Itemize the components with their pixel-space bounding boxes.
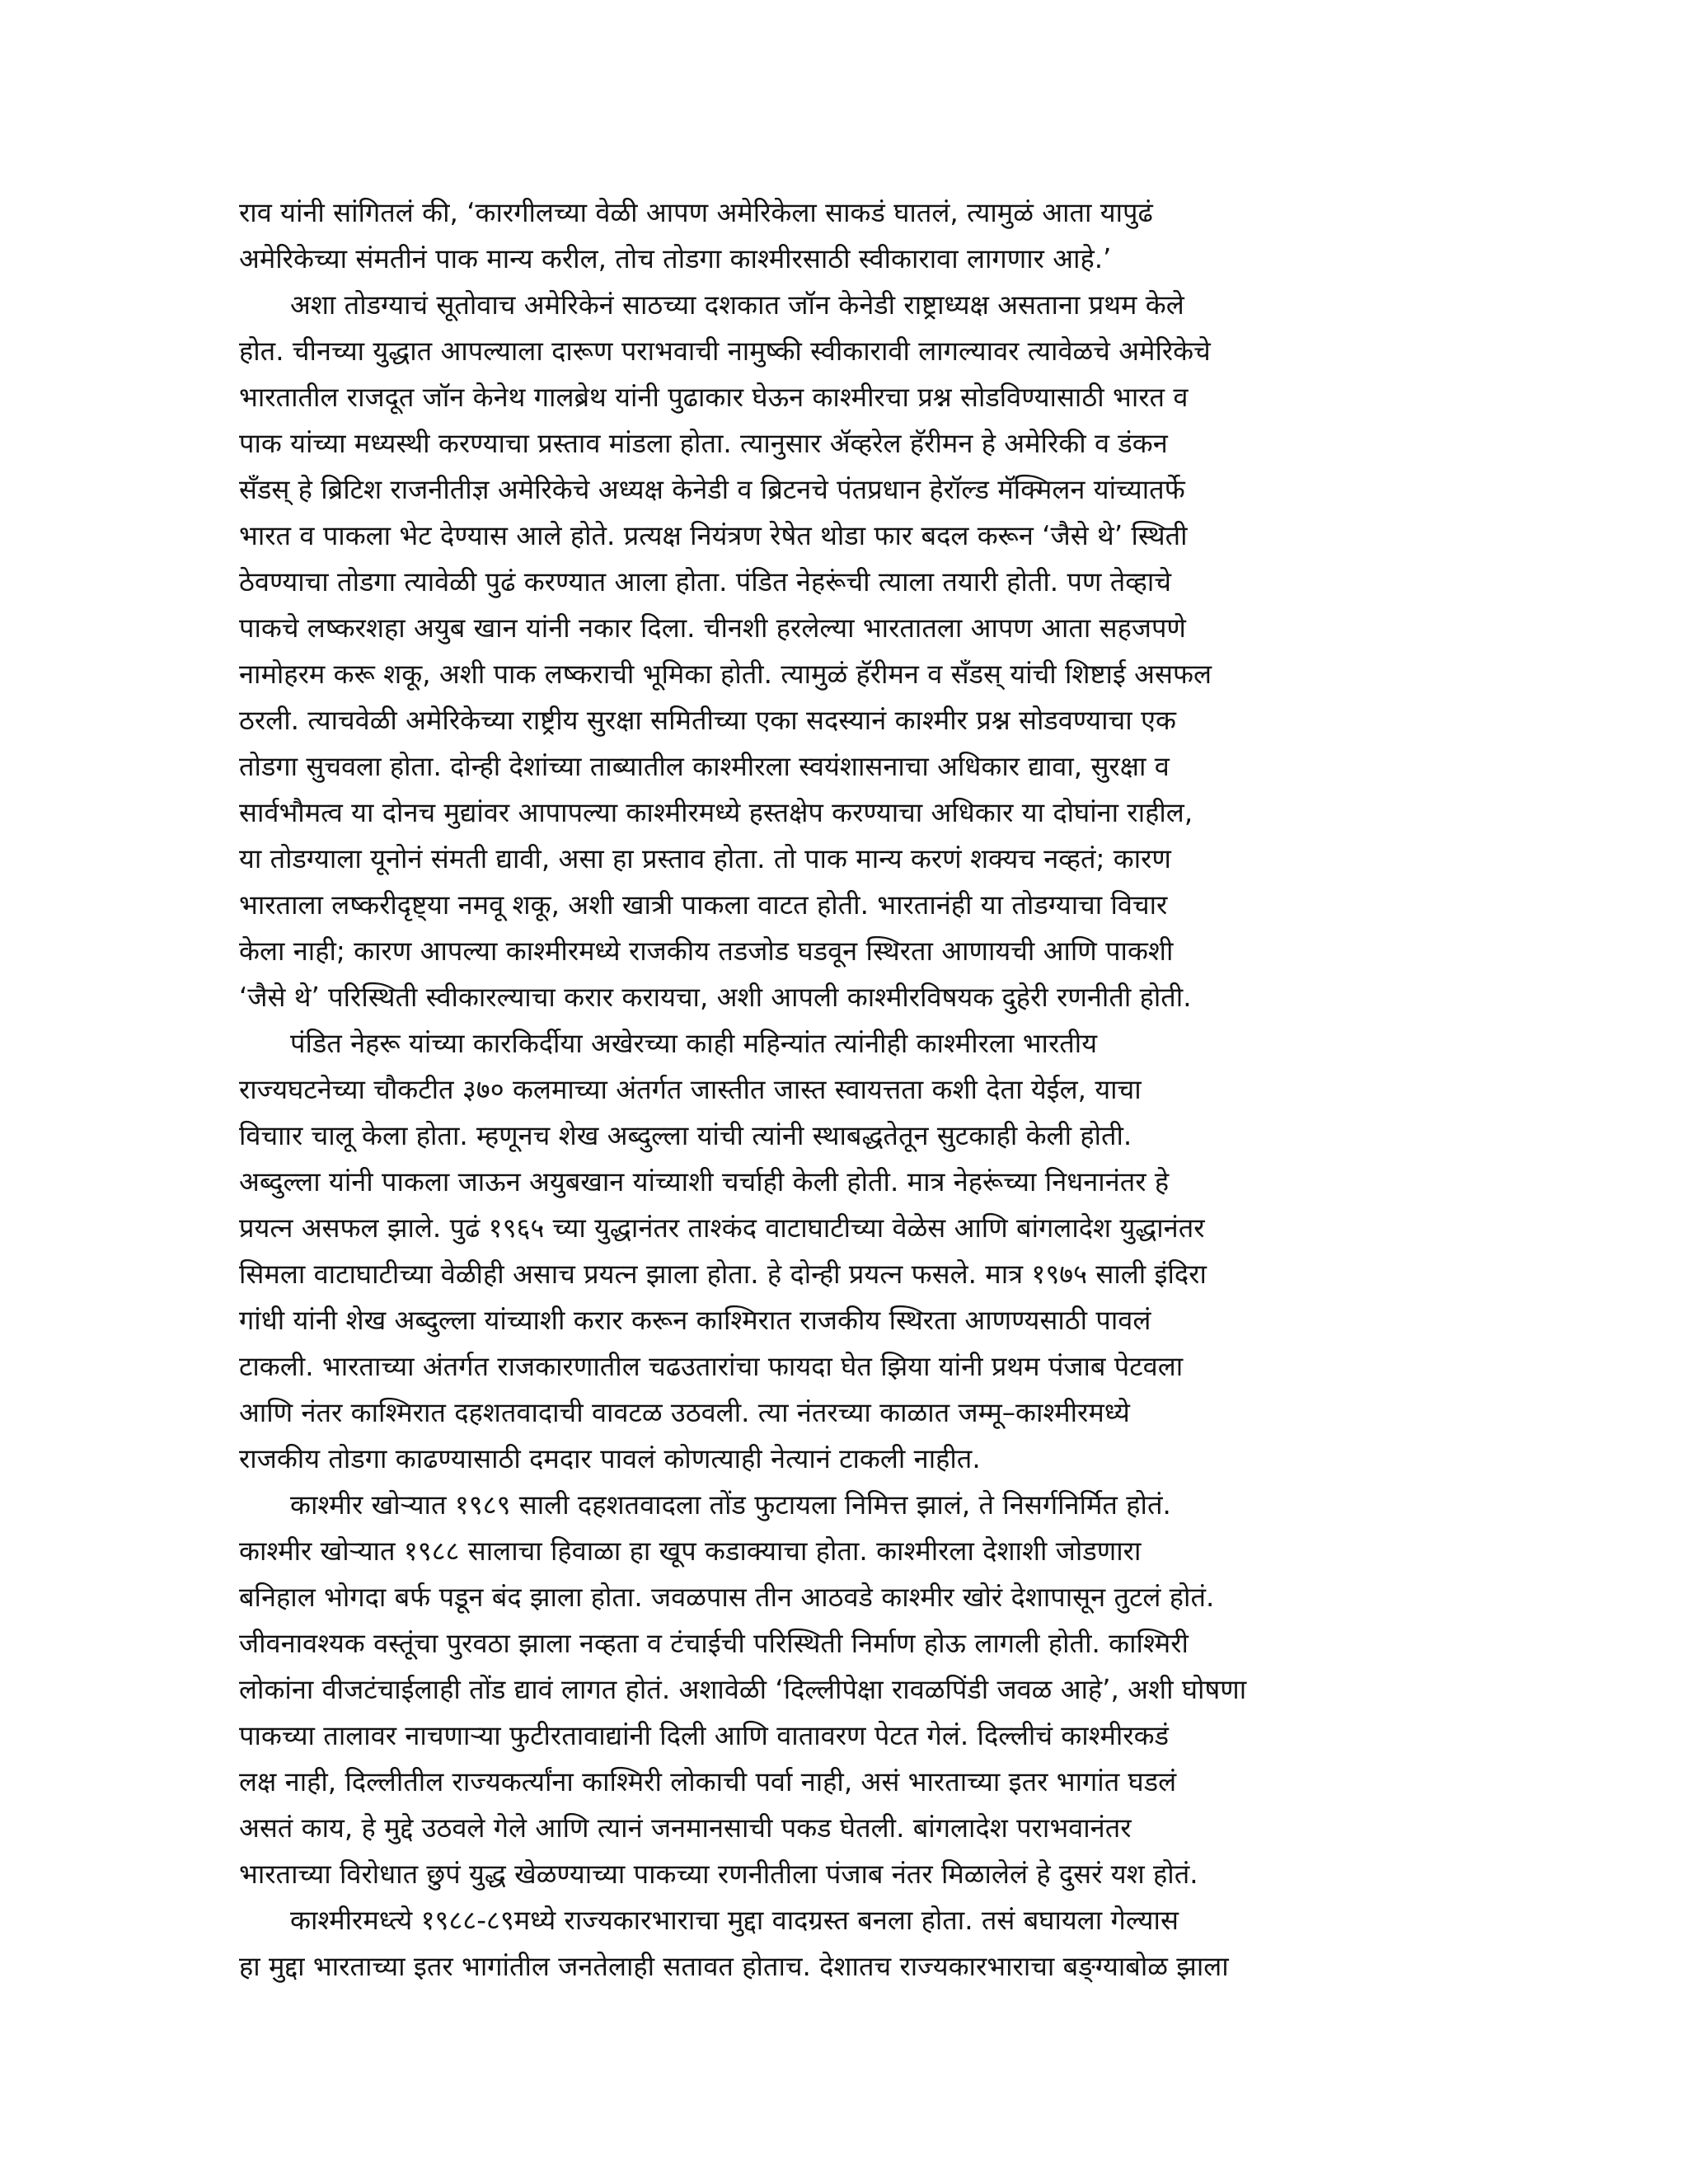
text-line: सँडस् हे ब्रिटिश राजनीतीज्ञ अमेरिकेचे अध्यक्ष केनेडी व ब्रिटनचे पंतप्रधान हेरॉल्ड मॅक्मिलन यांच्यातर्फे <box>239 474 1185 505</box>
text-line: सार्वभौमत्व या दोनच मुद्यांवर आपापल्या काश्मीरमध्ये हस्तक्षेप करण्याचा अधिकार या दोघांना राहील, <box>239 797 1193 828</box>
paragraph-1 <box>239 190 1419 282</box>
text-line: असतं काय, हे मुद्दे उठवले गेले आणि त्यानं जनमानसाची पकड घेतली. बांगलादेश पराभवानंतर <box>239 1812 1132 1844</box>
text-line: काश्मीर खोऱ्यात १९८८ सालाचा हिवाळा हा खूप कडाक्याचा होता. काश्मीरला देशाशी जोडणारा <box>239 1535 1142 1567</box>
paragraph-3 <box>239 1020 1419 1482</box>
text-line: राजकीय तोडगा काढण्यासाठी दमदार पावलं कोणत्याही नेत्यानं टाकली नाहीत. <box>239 1443 981 1474</box>
text-line: हा मुद्दा भारताच्या इतर भागांतील जनतेलाही सतावत होताच. देशातच राज्यकारभाराचा बङ्ग्याबोळ झाला <box>239 1951 1229 1982</box>
text-line: ठरली. त्याचवेळी अमेरिकेच्या राष्ट्रीय सुरक्षा समितीच्या एका सदस्यानं काश्मीर प्रश्न सोडवण्याचा एक <box>239 705 1176 736</box>
text-line: आणि नंतर काश्मिरात दहशतवादाची वावटळ उठवली. त्या नंतरच्या काळात जम्मू–काश्मीरमध्ये <box>239 1397 1130 1428</box>
paragraph-2 <box>239 282 1419 1020</box>
text-line: सिमला वाटाघाटीच्या वेळीही असाच प्रयत्न झाला होता. हे दोन्ही प्रयत्न फसले. मात्र १९७५ साली इंदिरा <box>239 1258 1207 1290</box>
text-line: या तोडग्याला यूनोनं संमती द्यावी, असा हा प्रस्ताव होता. तो पाक मान्य करणं शक्यच नव्हतं; कारण <box>239 843 1171 874</box>
text-line: तोडगा सुचवला होता. दोन्ही देशांच्या ताब्यातील काश्मीरला स्वयंशासनाचा अधिकार द्यावा, सुरक्षा व <box>239 751 1170 782</box>
text-line: अशा तोडग्याचं सूतोवाच अमेरिकेनं साठच्या दशकात जॉन केनेडी राष्ट्राध्यक्ष असताना प्रथम केले <box>290 289 1184 321</box>
text-line: भारताला लष्करीदृष्ट्या नमवू शकू, अशी खात्री पाकला वाटत होती. भारतानंही या तोडग्याचा विचार <box>239 889 1168 921</box>
text-line: ‘जैसे थे’ परिस्थिती स्वीकारल्याचा करार करायचा, अशी आपली काश्मीरविषयक दुहेरी रणनीती होती. <box>239 982 1192 1013</box>
text-line: अब्दुल्ला यांनी पाकला जाऊन अयुबखान यांच्याशी चर्चाही केली होती. मात्र नेहरूंच्या निधनानंतर हे <box>239 1166 1170 1197</box>
text-line: पाकचे लष्करशहा अयुब खान यांनी नकार दिला. चीनशी हरलेल्या भारतातला आपण आता सहजपणे <box>239 612 1186 644</box>
text-line: बनिहाल भोगदा बर्फ पडून बंद झाला होता. जवळपास तीन आठवडे काश्मीर खोरं देशापासून तुटलं होतं. <box>239 1582 1215 1613</box>
text-line: गांधी यांनी शेख अब्दुल्ला यांच्याशी करार करून काश्मिरात राजकीय स्थिरता आणण्यसाठी पावलं <box>239 1305 1151 1336</box>
text-line: भारताच्या विरोधात छुपं युद्ध खेळण्याच्या पाकच्या रणनीतीला पंजाब नंतर मिळालेलं हे दुसरं यश होतं. <box>239 1858 1198 1890</box>
text-line: काश्मीरमध्त्ये १९८८-८९मध्ये राज्यकारभाराचा मुद्दा वादग्रस्त बनला होता. तसं बघायला गेल्यास <box>290 1905 1179 1936</box>
text-line: राज्यघटनेच्या चौकटीत ३७० कलमाच्या अंतर्गत जास्तीत जास्त स्वायत्तता कशी देता येईल, याचा <box>239 1074 1142 1105</box>
text-line: ठेवण्याचा तोडगा त्यावेळी पुढं करण्यात आला होता. पंडित नेहरूंची त्याला तयारी होती. पण तेव्हाचे <box>239 566 1171 598</box>
text-line: भारत व पाकला भेट देण्यास आले होते. प्रत्यक्ष नियंत्रण रेषेत थोडा फार बदल करून ‘जैसे थे’ स्थिती <box>239 520 1188 551</box>
text-line: पंडित नेहरू यांच्या कारकिर्दीया अखेरच्या काही महिन्यांत त्यांनीही काश्मीरला भारतीय <box>290 1028 1098 1059</box>
book-page <box>239 190 1419 1990</box>
text-line: लोकांना वीजटंचाईलाही तोंड द्यावं लागत होतं. अशावेळी ‘दिल्लीपेक्षा रावळपिंडी जवळ आहे’, अशी घोषणा <box>239 1674 1247 1705</box>
text-line: भारतातील राजदूत जॉन केनेथ गालब्रेथ यांनी पुढाकार घेऊन काश्मीरचा प्रश्न सोडविण्यासाठी भारत व <box>239 382 1189 413</box>
paragraph-4 <box>239 1482 1419 1897</box>
text-line: जीवनावश्यक वस्तूंचा पुरवठा झाला नव्हता व टंचाईची परिस्थिती निर्माण होऊ लागली होती. काश्मिरी <box>239 1628 1189 1659</box>
text-line: प्रयत्न असफल झाले. पुढं १९६५ च्या युद्धानंतर ताश्कंद वाटाघाटीच्या वेळेस आणि बांगलादेश युद्धानंतर <box>239 1212 1205 1244</box>
text-line: नामोहरम करू शकू, अशी पाक लष्कराची भूमिका होती. त्यामुळं हॅरीमन व सँडस् यांची शिष्टाई असफल <box>239 658 1212 690</box>
text-line: काश्मीर खोऱ्यात १९८९ साली दहशतवादला तोंड फुटायला निमित्त झालं, ते निसर्गनिर्मित होतं. <box>290 1489 1171 1521</box>
paragraph-5 <box>239 1897 1419 1990</box>
text-line: केला नाही; कारण आपल्या काश्मीरमध्ये राजकीय तडजोड घडवून स्थिरता आणायची आणि पाकशी <box>239 935 1174 967</box>
text-line: टाकली. भारताच्या अंतर्गत राजकारणातील चढउतारांचा फायदा घेत झिया यांनी प्रथम पंजाब पेटवला <box>239 1351 1184 1382</box>
text-line: पाकच्या तालावर नाचणाऱ्या फुटीरतावाद्यांनी दिली आणि वातावरण पेटत गेलं. दिल्लीचं काश्मीरकडं <box>239 1720 1169 1751</box>
text-line: राव यांनी सांगितलं की, ‘कारगीलच्या वेळी आपण अमेरिकेला साकडं घातलं, त्यामुळं आता यापुढं <box>239 197 1153 228</box>
text-line: पाक यांच्या मध्यस्थी करण्याचा प्रस्ताव मांडला होता. त्यानुसार ॲव्हरेल हॅरीमन हे अमेरिकी व डंकन <box>239 428 1168 459</box>
text-line: लक्ष नाही, दिल्लीतील राज्यकर्त्यांना काश्मिरी लोकाची पर्वा नाही, असं भारताच्या इतर भागांत घडलं <box>239 1766 1177 1797</box>
text-line: विचाार चालू केला होता. म्हणूनच शेख अब्दुल्ला यांची त्यांनी स्थाबद्धतेतून सुटकाही केली होती. <box>239 1120 1132 1151</box>
text-line: होत. चीनच्या युद्धात आपल्याला दारूण पराभवाची नामुष्की स्वीकारावी लागल्यावर त्यावेळचे अमेरिकेचे <box>239 335 1211 367</box>
text-line: अमेरिकेच्या संमतीनं पाक मान्य करील, तोच तोडगा काश्मीरसाठी स्वीकारावा लागणार आहे.’ <box>239 243 1112 274</box>
